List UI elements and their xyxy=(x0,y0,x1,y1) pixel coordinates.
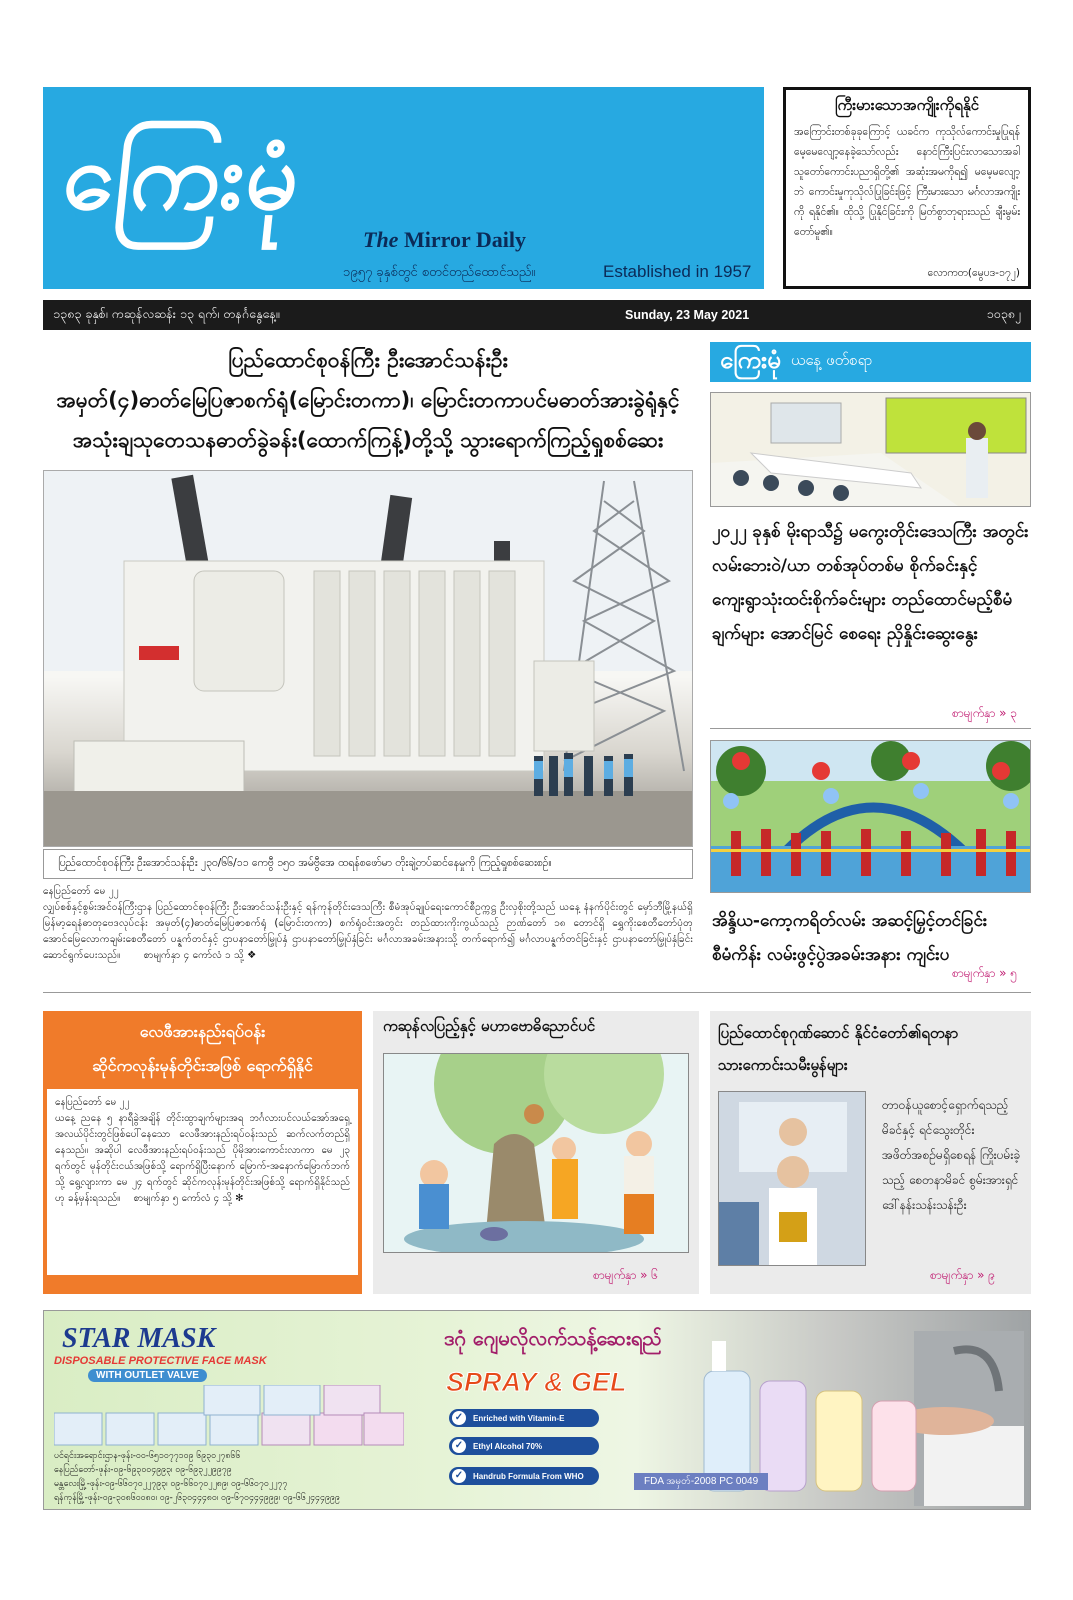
english-date: Sunday, 23 May 2021 xyxy=(625,308,750,322)
meeting-photo[interactable] xyxy=(710,392,1031,507)
lead-headline-line: အသုံးချသုတေသနဓာတ်ခွဲခန်း(ထောက်ကြန့်)တို့သို့ သွားရောက်ကြည့်ရှုစစ်ဆေး xyxy=(72,428,664,452)
nurse-illustration xyxy=(719,1092,866,1266)
ceremony-illustration xyxy=(711,741,1031,893)
ad-feature-pill xyxy=(449,1409,599,1427)
ad-pill-text: Handrub Formula From WHO xyxy=(473,1471,584,1481)
lead-headline-line: အမှတ်(၄)ဓာတ်မြေပြဇာစက်ရုံ(မြောင်းတကာ)၊ မြောင်းတကာပင်မဓာတ်အားခွဲရုံနှင့် xyxy=(56,388,680,412)
lead-photo-caption: ပြည်ထောင်စုဝန်ကြီး ဦးအောင်သန်းဦး ၂၃၀/၆၆/၁၁ ကေဗွီ ၁၅၀ အမ်ဗွီအေ ထရန်စဖော်မာ တိုးချဲ့တပ်ဆင်နေမှုကို ကြည့်ရှုစစ်ဆေးစဉ်။ xyxy=(43,849,693,879)
burmese-date: ၁၃၈၃ ခုနှစ်၊ ကဆုန်လဆန်း ၁၃ ရက်၊ တနင်္ဂနွေနေ့။ xyxy=(53,305,280,321)
lead-body-text: လျှပ်စစ်နှင့်စွမ်းအင်ဝန်ကြီးဌာန ပြည်ထောင်စုဝန်ကြီး ဦးအောင်သန်းဦးနှင့် ရန်ကုန်တိုင်းဒေသကြီး စီမံအုပ်ချုပ်ရေးကောင်စီဥက္ကဋ္ဌ ဦးလှစိုးတို့သည် ယနေ့ နံနက်ပိုင်းတွင် မှော်ဘီမြို့နယ်ရှိ မြန်မာ့ရေနံဓာတုဗေဒလုပ်ငန်း အမှတ်(၄)ဓာတ်မြေပြဇာစက်ရုံ (မြောင်းတကာ) စက်ရုံဝင်းအတွင်း တည်ထားကိုးကွယ်သည့် ဉာဏ်တော် ၁၈ တောင်ရှိ ရွှေကိုးစေတီတော်ပုံတု အောင်မြေလောကချမ်းစေတီတော် ပန္နက်တင်နှင့် ဌာပနာတော်မြှုပ်နှံ ဌာပနာတော်မြှုပ်နှံခြင်း မင်္ဂလာအခမ်းအနားသို့ တက်ရောက်၍ မင်္ဂလာပန္နက်တင်ခြင်းနှင့် ဌာပနာတော်မြှုပ်နှံခြင်း ဆောင်ရွက်ပေးသည်။ xyxy=(43,902,693,961)
cyclone-body xyxy=(47,1089,358,1275)
advertisement-banner[interactable] xyxy=(43,1310,1031,1510)
lead-headline[interactable] xyxy=(43,340,693,460)
ad-pill-text: Enriched with Vitamin-E xyxy=(473,1413,565,1423)
cyclone-dateline: နေပြည်တော် မေ ၂၂ xyxy=(55,1097,130,1108)
nurse-photo[interactable] xyxy=(718,1091,866,1266)
honor-title-line[interactable]: ပြည်ထောင်စုဂုဏ်ဆောင် နိုင်ငံတော်၏ရတနာ xyxy=(718,1024,959,1042)
honor-text: တာဝန်ယူစောင့်ရှောက်ရသည့် မိခင်နှင့် ရင်သွေးတိုင်း အဖိတ်အစဉ်မရှိစေရန် ကြိုးပမ်းခဲ့သည့် စေတနာမိခင် စွမ်းအားရှင် ဒေါ်နန်းသန်းသန်းဦး xyxy=(882,1098,1021,1212)
ad-contact-line: မန္တလေးမြို့-ဖုန်း-၀၉-၆၆၀၇၀၂၂၇၉၃၊ ၀၉-၆၆၀၇၀၂၂၈၉၊ ၀၉-၆၆၀၇၀၂၂၇၇ xyxy=(54,1479,288,1489)
newspaper-logo: ကြေးမုံ xyxy=(58,122,307,230)
cyclone-box xyxy=(43,1011,362,1294)
english-name-the: The xyxy=(363,227,399,252)
date-bar xyxy=(43,300,1031,330)
ad-contact-line: နေပြည်တော်-ဖုန်း-၀၉-၆၉၃၀၀၄၉၉၃၊ ၀၉-၆၉၃၂၂၉၉၇၉ xyxy=(54,1465,232,1475)
bodhi-page-link[interactable]: စာမျက်နှာ » ၆ xyxy=(593,1268,659,1282)
quote-box xyxy=(783,87,1031,289)
bodhi-title[interactable]: ကဆုန်လပြည့်နှင့် မဟာဗောဓိညောင်ပင် xyxy=(383,1017,596,1035)
ad-spray-gel: SPRAY & GEL xyxy=(446,1367,627,1397)
honor-title-line[interactable]: သားကောင်းသမီးမွန်များ xyxy=(718,1056,848,1074)
masthead xyxy=(43,87,764,289)
lead-photo-transformer[interactable] xyxy=(43,470,693,847)
meeting-illustration xyxy=(711,393,1031,507)
ad-pill-text: Ethyl Alcohol 70% xyxy=(473,1441,543,1451)
ad-contact-line: ပင်ရင်းအရောင်းဌာန-ဖုန်း-၀၀-၆၅၁၀၇၇၁၀၉ ၆၉၃၀၂၇၈၆၆ xyxy=(54,1451,241,1461)
ad-feature-pill xyxy=(449,1467,599,1485)
todays-reads-header xyxy=(710,342,1031,382)
union-honor-feature xyxy=(710,1011,1031,1294)
transformer-illustration xyxy=(44,471,693,847)
ad-fda-number: FDA အမှတ်-2008 PC 0049 xyxy=(634,1473,768,1490)
check-icon: ✓ xyxy=(452,1411,466,1425)
bodhi-illustration[interactable] xyxy=(383,1053,689,1253)
story1-page-link[interactable]: စာမျက်နှာ » ၃ xyxy=(952,706,1018,720)
check-icon: ✓ xyxy=(452,1439,466,1453)
divider xyxy=(710,728,1031,729)
watering-tree-illustration xyxy=(384,1054,689,1253)
ad-contact-line: ရန်ကုန်မြို့-ဖုန်း-၀၉-၃၀၈၆၀၀၈၀၊ ၀၉-၂၆၃၀၄၄၄၈၀၊ ၀၉-၆၇၀၄၄၄၉၉၉၊ ၀၉-၆၆၂၄၄၄၉၉၉ xyxy=(54,1493,340,1503)
mini-logo: ကြေးမုံ xyxy=(720,345,781,374)
cyclone-text: ယနေ့ ညနေ ၅ နာရီခွဲအချိန် တိုင်းထွာချက်များအရ ဘင်္ဂလားပင်လယ်အော်အရှေ့အလယ်ပိုင်းတွင်ဖြစ်ပေါ်နေသော လေဖီအားနည်းရပ်ဝန်းသည် ဆက်လက်တည်ရှိနေသည်။ အဆိုပါ လေဖီအားနည်းရပ်ဝန်းသည် ပိုမိုအားကောင်းလာကာ မေ ၂၃ ရက်တွင် မုန်တိုင်းငယ်အဖြစ်သို့ ရောက်ရှိပြီးနောက် မြောက်-အနောက်မြောက်ဘက်သို့ ရွေ့လျားကာ မေ ၂၄ ရက်တွင် ဆိုင်ကလုန်းမုန်တိုင်းအဖြစ်သို့ ရောက်ရှိနိုင်သည်ဟု ခန့်မှန်းရသည်။ xyxy=(55,1113,350,1204)
cyclone-continued[interactable]: စာမျက်နှာ ၅ ကော်လံ ၄ သို့ ✻ xyxy=(133,1193,244,1204)
story2-page-link[interactable]: စာမျက်နှာ » ၅ xyxy=(952,966,1018,980)
established-line: Established in 1957 xyxy=(603,262,752,281)
lead-headline-line: ပြည်ထောင်စုဝန်ကြီး ဦးအောင်သန်းဦး xyxy=(228,348,508,372)
ad-feature-pill xyxy=(449,1437,599,1455)
check-icon: ✓ xyxy=(452,1469,466,1483)
lead-dateline: နေပြည်တော် မေ ၂၂ xyxy=(43,886,119,897)
todays-reads-label: ယနေ့ ဖတ်စရာ xyxy=(790,351,873,369)
ad-subtitle: DISPOSABLE PROTECTIVE FACE MASK xyxy=(54,1355,267,1367)
cyclone-title-line: လေဖီအားနည်းရပ်ဝန်း xyxy=(139,1022,266,1041)
lead-continued[interactable]: စာမျက်နှာ ၄ ကော်လံ ၁ သို့ ❖ xyxy=(143,950,257,961)
honor-page-link[interactable]: စာမျက်နှာ » ၉ xyxy=(930,1268,996,1282)
english-name-rest: Mirror Daily xyxy=(403,227,526,252)
issue-number: ၁၀၃၈၂ xyxy=(986,305,1021,321)
bodhi-tree-feature xyxy=(373,1011,699,1294)
ad-contacts xyxy=(54,1449,340,1505)
ceremony-photo[interactable] xyxy=(710,740,1031,893)
ad-valve-badge: WITH OUTLET VALVE xyxy=(88,1369,207,1382)
mask-boxes-image xyxy=(54,1385,404,1447)
english-name xyxy=(363,227,526,253)
lead-article-body xyxy=(43,884,693,964)
since-line: ၁၉၅၇ ခုနှစ်တွင် စတင်တည်ထောင်သည်။ xyxy=(343,265,536,280)
quote-title: ကြီးမားသောအကျိုးကိုရနိုင် xyxy=(835,96,979,114)
story-magway-plantation[interactable]: ၂၀၂၂ ခုနှစ် မိုးရာသီ၌ မကွေးတိုင်းဒေသကြီး အတွင်း လမ်းဘေးဝဲ/ယာ တစ်အုပ်တစ်မ စိုက်ခင်းနှင့် ကျေးရွာသုံးထင်းစိုက်ခင်းများ တည်ထောင်မည့်စီမံချက်များ အောင်မြင် စေရေး ညှိနှိုင်းဆွေးနွေး xyxy=(712,522,1029,644)
cyclone-title-line: ဆိုင်ကလုန်းမုန်တိုင်းအဖြစ် ရောက်ရှိနိုင် xyxy=(92,1056,313,1075)
quote-source: လောကတ(မွေပဒ-၁၇၂) xyxy=(927,267,1020,279)
ad-sanitizer-headline: ဒဂုံ ဂျေမလိုလက်သန့်ဆေးရည် xyxy=(444,1326,662,1350)
ad-brand: STAR MASK xyxy=(62,1323,216,1354)
quote-body: အကြောင်းတစ်ခုခုကြောင့် ယခင်က ကုသိုလ်ကောင်းမှုပြုရန် မေ့မေလျော့နေခဲ့သော်လည်း နောင်ကြီးပြင်းလာသောအခါ သူတော်ကောင်းပညာရှိတို့၏ အဆုံးအမကိုရ၍ မမေ့မလျော့ဘဲ ကောင်းမှုကုသိုလ်ပြုခြင်းဖြင့် ကြီးမားသော မင်္ဂလာအကျိုးကို ရနိုင်၏။ ထိုသို့ ပြုနိုင်ခြင်းကို မြတ်စွာဘုရားသည် ချီးမွမ်းတော်မူ၏။ xyxy=(794,126,1020,238)
divider xyxy=(43,992,1031,993)
story-india-road[interactable]: အိန္ဒိယ-ကော့ကရိတ်လမ်း အဆင့်မြှင့်တင်ခြင်း စီမံကိန်း လမ်းဖွင့်ပွဲအခမ်းအနား ကျင်းပ xyxy=(712,911,988,965)
